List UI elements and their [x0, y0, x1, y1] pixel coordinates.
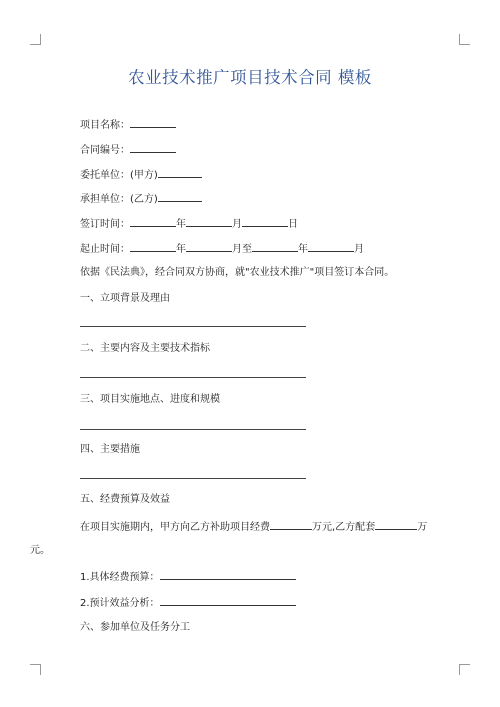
budget-item-2: [80, 595, 296, 611]
budget-text: 在项目实施期内，甲方向乙方补助项目经费: [80, 522, 270, 533]
field-label: 委托单位：(甲方): [80, 170, 158, 181]
unit-year: 年: [176, 244, 186, 255]
blank-line[interactable]: [308, 241, 354, 252]
blank-line[interactable]: [375, 519, 417, 530]
blank-line[interactable]: [130, 117, 176, 128]
budget-item-1: [80, 569, 296, 585]
blank-rule-4[interactable]: [80, 478, 306, 479]
section-heading-1: 一、立项背景及理由: [80, 293, 170, 304]
field-start-end: [80, 241, 364, 257]
blank-line[interactable]: [158, 167, 202, 178]
field-client: [80, 167, 202, 183]
field-label: 起止时间：: [80, 244, 130, 255]
field-sign-time: [80, 216, 298, 232]
section-heading-4: 四、主要措施: [80, 444, 140, 455]
field-contractor: [80, 191, 202, 207]
unit-month: 月: [354, 244, 364, 255]
section-heading-6: 六、参加单位及任务分工: [80, 622, 190, 633]
blank-line[interactable]: [252, 241, 298, 252]
budget-text-mid: 万元,乙方配套: [312, 522, 376, 533]
field-label: 承担单位：(乙方): [80, 194, 158, 205]
crop-mark-bottom-right: [459, 664, 470, 675]
blank-rule-3[interactable]: [80, 429, 306, 430]
unit-month: 月: [232, 219, 242, 230]
field-label: 签订时间：: [80, 219, 130, 230]
field-project-name: [80, 117, 176, 133]
field-contract-no: [80, 142, 176, 158]
crop-mark-top-right: [459, 34, 470, 45]
blank-line[interactable]: [130, 216, 176, 227]
section-heading-2: 二、主要内容及主要技术指标: [80, 343, 210, 354]
budget-text-end: 万: [417, 522, 428, 533]
blank-line[interactable]: [160, 569, 296, 580]
unit-day: 日: [288, 219, 298, 230]
crop-mark-bottom-left: [30, 664, 41, 675]
blank-line[interactable]: [130, 142, 176, 153]
field-label: 项目名称：: [80, 120, 130, 131]
field-label: 合同编号：: [80, 145, 130, 156]
item-label: 1.具体经费预算：: [80, 572, 160, 583]
blank-line[interactable]: [270, 519, 312, 530]
unit-year: 年: [298, 244, 308, 255]
blank-line[interactable]: [160, 595, 296, 606]
blank-line[interactable]: [186, 241, 232, 252]
unit-month-to: 月至: [232, 244, 252, 255]
blank-rule-1[interactable]: [80, 326, 306, 327]
section-heading-3: 三、项目实施地点、进度和规模: [80, 394, 220, 405]
blank-rule-2[interactable]: [80, 377, 306, 378]
blank-line[interactable]: [242, 216, 288, 227]
budget-paragraph-wrap: 元。: [30, 545, 50, 556]
section-heading-5: 五、经费预算及效益: [80, 494, 170, 505]
unit-year: 年: [176, 219, 186, 230]
blank-line[interactable]: [130, 241, 176, 252]
crop-mark-top-left: [30, 34, 41, 45]
blank-line[interactable]: [158, 191, 202, 202]
blank-line[interactable]: [186, 216, 232, 227]
budget-paragraph: [80, 519, 427, 535]
item-label: 2.预计效益分析：: [80, 598, 160, 609]
intro-paragraph: 依据《民法典》，经合同双方协商，就"农业技术推广"项目签订本合同。: [80, 267, 395, 278]
document-title: 农业技术推广项目技术合同 模板: [128, 68, 372, 87]
